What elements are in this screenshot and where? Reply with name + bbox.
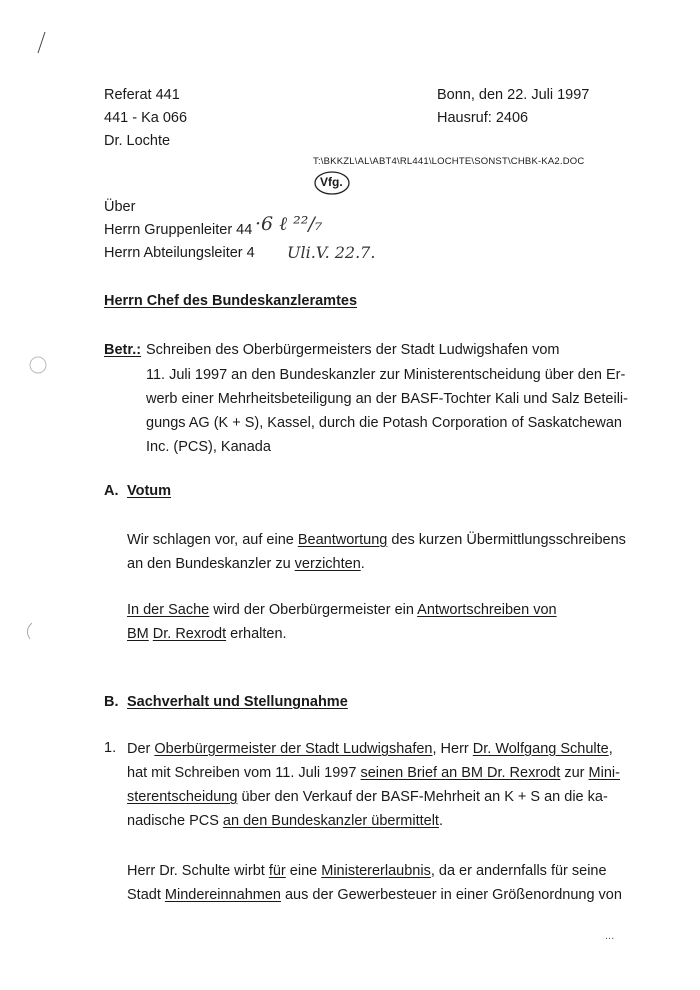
vfg-stamp-text: Vfg. (320, 175, 343, 189)
item-1-p2-line-1: Herr Dr. Schulte wirbt für eine Ministererlaubnis, da er andernfalls für seine (127, 863, 607, 879)
continuation-mark: ... (605, 930, 615, 942)
item-number-1: 1. (104, 740, 117, 756)
betreff-line-4: gungs AG (K + S), Kassel, durch die Potash Corporation of Saskatchewan (146, 415, 622, 431)
underlined-beantwortung: Beantwortung (297, 532, 388, 548)
abteilungsleiter-line: Herrn Abteilungsleiter 4 (104, 245, 255, 261)
underlined-brief-an-bm: seinen Brief an BM Dr. Rexrodt (360, 765, 561, 781)
votum-paragraph-1 (127, 528, 626, 576)
votum-p2-line-1: In der Sache wird der Oberbürgermeister ein Antwortschreiben von (127, 602, 557, 618)
underlined-bm: BM (127, 626, 149, 642)
betreff-label: Betr.: (104, 342, 142, 358)
item-1-line-3: sterentscheidung über den Verkauf der BASF-Mehrheit an K + S an die ka- (127, 789, 608, 805)
underlined-dr-wolfgang-schulte: Dr. Wolfgang Schulte (472, 741, 609, 757)
hausruf: Hausruf: 2406 (437, 110, 529, 126)
betreff-line-1: Schreiben des Oberbürgermeisters der Stadt Ludwigshafen vom (146, 342, 560, 358)
vfg-stamp (312, 169, 352, 197)
section-b-letter: B. (104, 694, 119, 710)
votum-p2-line-2: BM Dr. Rexrodt erhalten. (127, 626, 287, 642)
ueber-label: Über (104, 199, 136, 215)
margin-arc-mark (20, 620, 36, 642)
file-path: T:\BKKZL\AL\ABT4\RL441\LOCHTE\SONST\CHBK-KA2.DOC (313, 156, 585, 167)
betreff-line-3: werb einer Mehrheitsbeteiligung an der BASF-Tochter Kali und Salz Beteili- (146, 391, 628, 407)
aktenzeichen: 441 - Ka 066 (104, 110, 188, 126)
betreff-body (146, 363, 628, 459)
section-a-title: Votum (127, 483, 172, 499)
underlined-verzichten: verzichten (294, 556, 361, 572)
place-date: Bonn, den 22. Juli 1997 (437, 87, 590, 103)
item-1-line-1: Der Oberbürgermeister der Stadt Ludwigshafen, Herr Dr. Wolfgang Schulte, (127, 741, 613, 757)
author-name: Dr. Lochte (104, 133, 171, 149)
item-1-line-4: nadische PCS an den Bundeskanzler übermittelt. (127, 813, 443, 829)
section-a-letter: A. (104, 483, 119, 499)
underlined-dr-rexrodt: Dr. Rexrodt (152, 626, 227, 642)
underlined-oberbuergermeister: Oberbürgermeister der Stadt Ludwigshafen (154, 741, 433, 757)
item-1-line-2: hat mit Schreiben vom 11. Juli 1997 seinen Brief an BM Dr. Rexrodt zur Mini- (127, 765, 620, 781)
section-b-title: Sachverhalt und Stellungnahme (127, 694, 348, 710)
votum-p1-line-1: Wir schlagen vor, auf eine Beantwortung des kurzen Übermittlungsschreibens (127, 532, 626, 548)
underlined-mindereinnahmen: Mindereinnahmen (164, 887, 281, 903)
referat-label: Referat 441 (104, 87, 180, 103)
underlined-ministererlaubnis: Ministererlaubnis (321, 863, 431, 879)
underlined-mini: Mini- (588, 765, 620, 781)
underlined-uebermittelt: an den Bundeskanzler übermittelt (222, 813, 439, 829)
item-1-paragraph-2 (127, 859, 622, 907)
handwritten-initials-abteilungsleiter: Uli.V. 22.7. (287, 243, 376, 262)
item-1-p2-line-2: Stadt Mindereinnahmen aus der Gewerbesteuer in einer Größenordnung von (127, 887, 622, 903)
item-1-paragraph (127, 737, 620, 833)
betreff-line-5: Inc. (PCS), Kanada (146, 439, 271, 455)
margin-slash-mark (34, 30, 48, 56)
underlined-in-der-sache: In der Sache (127, 602, 210, 618)
punch-hole-mark (28, 355, 48, 375)
votum-paragraph-2 (127, 598, 557, 646)
addressee-heading: Herrn Chef des Bundeskanzleramtes (104, 293, 358, 309)
handwritten-initials-gruppenleiter: ·6 ℓ ²²/₇ (255, 213, 323, 235)
underlined-fuer: für (268, 863, 286, 879)
votum-p1-line-2: an den Bundeskanzler zu verzichten. (127, 556, 365, 572)
betreff-line-2: 11. Juli 1997 an den Bundeskanzler zur Ministerentscheidung über den Er- (146, 367, 626, 383)
underlined-antwortschreiben: Antwortschreiben von (417, 602, 557, 618)
gruppenleiter-line: Herrn Gruppenleiter 44 (104, 222, 253, 238)
underlined-sterentscheidung: sterentscheidung (127, 789, 238, 805)
